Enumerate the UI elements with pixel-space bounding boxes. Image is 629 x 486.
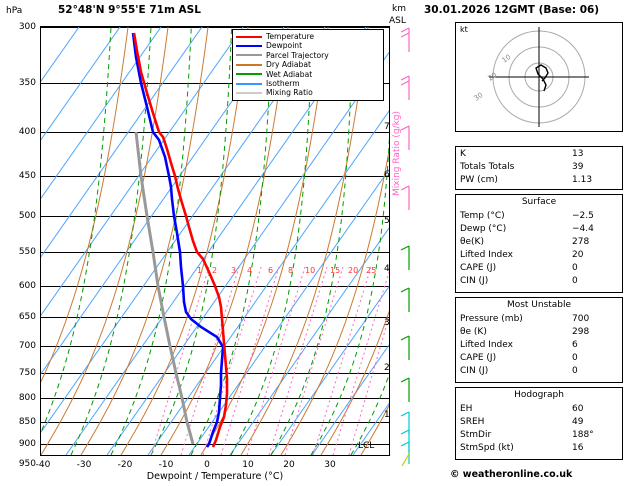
xtick-0: 0 <box>204 460 210 470</box>
table-row <box>456 224 622 237</box>
ytick-500: 500 <box>18 211 36 221</box>
legend-label-dewpoint: Dewpoint <box>266 41 303 51</box>
ytick-400: 400 <box>18 127 36 137</box>
hodograph <box>455 22 623 132</box>
row-key: EH <box>460 404 473 414</box>
mixing-ratio-lines <box>151 267 389 455</box>
legend-item-dry-adiabat <box>236 60 380 69</box>
most-unstable-section-title: Most Unstable <box>506 300 572 310</box>
row-key: Temp (°C) <box>460 211 505 221</box>
table-row <box>456 404 622 417</box>
info-panel <box>420 0 629 486</box>
most-unstable-table <box>455 297 623 383</box>
row-key: StmDir <box>460 430 492 440</box>
row-key: StmSpd (kt) <box>460 443 514 453</box>
table-row <box>456 237 622 250</box>
legend-swatch-dewpoint <box>236 45 262 47</box>
table-row <box>456 340 622 353</box>
parcel-trajectory-line <box>136 132 193 444</box>
legend-label-wet-adiabat: Wet Adiabat <box>266 69 313 79</box>
row-key: CAPE (J) <box>460 263 497 273</box>
row-key: Dewp (°C) <box>460 224 507 234</box>
row-key: θe(K) <box>460 237 484 247</box>
row-value: 278 <box>572 237 590 247</box>
legend-swatch-isotherm <box>236 83 262 85</box>
mixlabel-3: 3 <box>231 266 237 275</box>
table-row <box>456 443 622 456</box>
mixlabel-8: 8 <box>288 266 294 275</box>
legend-swatch-mixing-ratio <box>236 92 262 94</box>
wind-barb-group-upper <box>401 28 409 210</box>
indices-table <box>455 146 623 190</box>
row-value: 20 <box>572 250 584 260</box>
row-key: CIN (J) <box>460 366 489 376</box>
kmtick-5: 5 <box>384 216 390 226</box>
row-value: 0 <box>572 263 578 273</box>
mixlabel-4: 4 <box>247 266 253 275</box>
legend-label-temperature: Temperature <box>266 32 315 41</box>
km-unit-label: km <box>392 4 406 14</box>
row-value: 39 <box>572 162 584 172</box>
legend-label-parcel: Parcel Trajectory <box>266 50 329 60</box>
copyright-label: © weatheronline.co.uk <box>450 469 573 480</box>
pressure-unit-label: hPa <box>6 6 23 16</box>
row-value: −2.5 <box>572 211 594 221</box>
legend-swatch-parcel <box>236 54 262 56</box>
row-value: 6 <box>572 340 578 350</box>
mixing-ratio-axis-title: Mixing Ratio (g/kg) <box>392 110 402 196</box>
x-axis-title: Dewpoint / Temperature (°C) <box>146 471 284 482</box>
table-row <box>456 314 622 327</box>
legend-label-isotherm: Isotherm <box>266 78 300 88</box>
table-row <box>456 263 622 276</box>
legend-item-parcel <box>236 51 380 60</box>
row-key: SREH <box>460 417 485 427</box>
kmtick-7: 7 <box>384 122 390 132</box>
ytick-750: 750 <box>18 368 36 378</box>
surface-table <box>455 194 623 293</box>
xtick--30: -30 <box>76 460 92 470</box>
xtick--20: -20 <box>117 460 133 470</box>
row-key: Pressure (mb) <box>460 314 523 324</box>
row-value: 0 <box>572 353 578 363</box>
mixlabel-15: 15 <box>330 266 341 275</box>
table-row <box>456 250 622 263</box>
ytick-550: 550 <box>18 247 36 257</box>
ytick-900: 900 <box>18 439 36 449</box>
row-value: 700 <box>572 314 590 324</box>
temperature-line <box>134 33 227 447</box>
legend <box>232 29 384 101</box>
datetime-title: 30.01.2026 12GMT (Base: 06) <box>424 4 600 16</box>
mixlabel-10: 10 <box>305 266 316 275</box>
mixlabel-2: 2 <box>212 266 218 275</box>
ytick-950: 950 <box>18 459 36 469</box>
row-value: 188° <box>572 430 594 440</box>
row-key: Totals Totals <box>460 162 515 172</box>
legend-item-mixing-ratio <box>236 88 380 97</box>
mixlabel-1: 1 <box>197 266 203 275</box>
row-value: 16 <box>572 443 584 453</box>
hodograph-ring-label-10: 10 <box>500 52 513 65</box>
row-key: θe (K) <box>460 327 487 337</box>
hodograph-trace <box>536 65 548 91</box>
hodograph-section-title: Hodograph <box>514 390 564 400</box>
hodograph-ring-label-20: 20 <box>486 70 499 83</box>
lcl-label: LCL <box>358 441 375 451</box>
row-value: 13 <box>572 149 584 159</box>
table-row <box>456 149 622 162</box>
xtick--40: -40 <box>35 460 51 470</box>
kmtick-1: 1 <box>384 410 390 420</box>
xtick--10: -10 <box>158 460 174 470</box>
hodograph-ring-label-30: 30 <box>472 90 485 103</box>
row-key: PW (cm) <box>460 175 498 185</box>
row-value: 298 <box>572 327 590 337</box>
table-row <box>456 211 622 224</box>
mixlabel-25: 25 <box>366 266 377 275</box>
ytick-600: 600 <box>18 281 36 291</box>
wind-barb-surface <box>402 454 409 466</box>
kmtick-4: 4 <box>384 264 390 274</box>
table-row <box>456 430 622 443</box>
row-value: −4.4 <box>572 224 594 234</box>
row-value: 1.13 <box>572 175 593 185</box>
row-key: K <box>460 149 466 159</box>
table-row <box>456 162 622 175</box>
ytick-700: 700 <box>18 341 36 351</box>
table-row <box>456 353 622 366</box>
xtick-30: 30 <box>324 460 336 470</box>
legend-item-temperature <box>236 32 380 41</box>
ytick-650: 650 <box>18 312 36 322</box>
row-key: CIN (J) <box>460 276 489 286</box>
kmtick-3: 3 <box>384 318 390 328</box>
table-row <box>456 327 622 340</box>
row-key: Lifted Index <box>460 250 513 260</box>
hodograph-axes <box>486 27 589 127</box>
row-value: 0 <box>572 366 578 376</box>
asl-unit-label: ASL <box>389 16 406 26</box>
legend-label-dry-adiabat: Dry Adiabat <box>266 60 311 70</box>
xtick-20: 20 <box>283 460 295 470</box>
mixlabel-6: 6 <box>268 266 274 275</box>
table-row <box>456 366 622 379</box>
legend-swatch-wet-adiabat <box>236 73 262 75</box>
hodograph-unit-label: kt <box>460 25 468 34</box>
xtick-10: 10 <box>242 460 254 470</box>
ytick-450: 450 <box>18 171 36 181</box>
row-key: Lifted Index <box>460 340 513 350</box>
hodograph-table <box>455 387 623 460</box>
ytick-800: 800 <box>18 393 36 403</box>
legend-item-dewpoint <box>236 41 380 50</box>
legend-label-mixing-ratio: Mixing Ratio <box>266 88 313 98</box>
legend-swatch-temperature <box>236 36 262 38</box>
surface-section-title: Surface <box>521 197 557 207</box>
mixlabel-20: 20 <box>348 266 359 275</box>
hodograph-svg <box>456 23 622 131</box>
legend-swatch-dry-adiabat <box>236 64 262 66</box>
ytick-350: 350 <box>18 78 36 88</box>
ytick-300: 300 <box>18 22 36 32</box>
legend-item-isotherm <box>236 79 380 88</box>
wind-barb-column <box>398 26 420 466</box>
row-value: 49 <box>572 417 584 427</box>
row-key: CAPE (J) <box>460 353 497 363</box>
row-value: 60 <box>572 404 584 414</box>
station-title: 52°48'N 9°55'E 71m ASL <box>58 4 201 16</box>
table-row <box>456 276 622 289</box>
wind-barb-group-mid <box>401 246 409 402</box>
ytick-850: 850 <box>18 417 36 427</box>
legend-item-wet-adiabat <box>236 70 380 79</box>
kmtick-6: 6 <box>384 170 390 180</box>
row-value: 0 <box>572 276 578 286</box>
kmtick-2: 2 <box>384 363 390 373</box>
table-row <box>456 417 622 430</box>
table-row <box>456 175 622 188</box>
